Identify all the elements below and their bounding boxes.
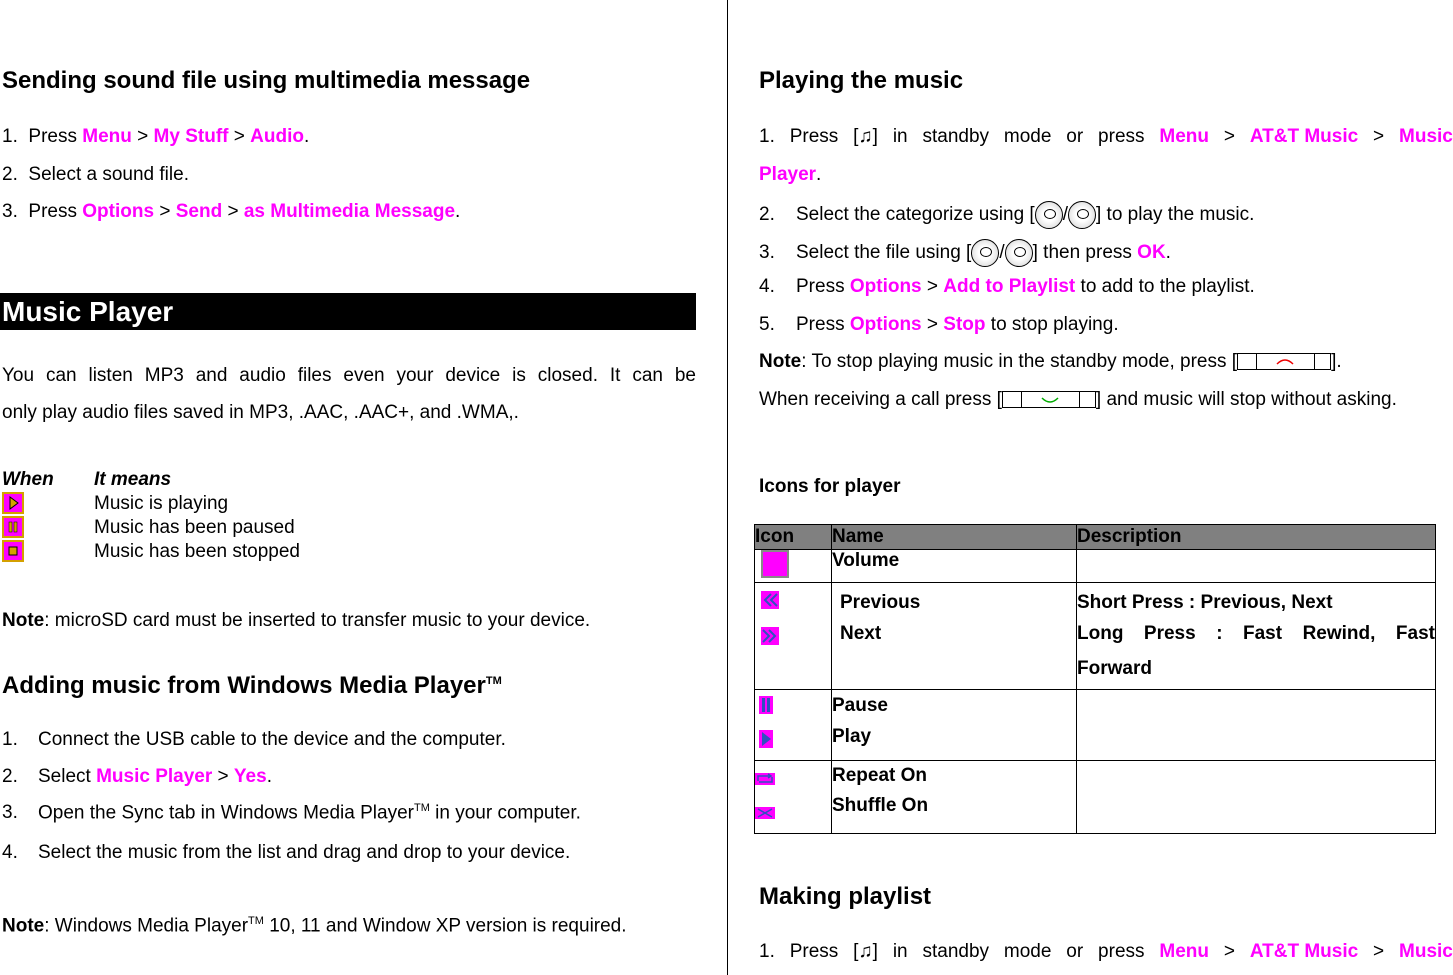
shuffle-icon <box>755 803 831 825</box>
word: in <box>892 126 908 147</box>
repeat-shuffle-name-cell <box>832 761 1077 834</box>
step-text: Press <box>796 314 850 335</box>
trademark: TM <box>485 675 502 687</box>
adding-step-3 <box>2 802 581 824</box>
word: Press <box>789 941 839 962</box>
separator: > <box>921 314 944 335</box>
note-microsd <box>2 610 590 632</box>
period: . <box>303 126 310 147</box>
word: in <box>892 941 908 962</box>
music-stopped-icon <box>2 540 24 567</box>
volume-icon-cell <box>755 550 832 583</box>
step-text: Press <box>796 276 850 297</box>
period: . <box>816 164 822 185</box>
note-text-end: 10, 11 and Window XP version is required. <box>263 915 627 937</box>
col-when: When <box>2 469 54 490</box>
table-row <box>755 583 1436 690</box>
pause-name: Pause <box>832 695 888 716</box>
call-text-end: ] and music will stop without asking. <box>1095 389 1397 410</box>
play-name: Play <box>832 726 872 747</box>
music-playing-icon <box>2 492 24 519</box>
sending-step-2 <box>2 164 189 186</box>
step-number: 2. <box>759 204 775 226</box>
separator: > <box>154 201 176 222</box>
status-stopped-text: Music has been stopped <box>94 541 300 562</box>
step-text: Select a sound file. <box>28 164 189 185</box>
music-paused-icon <box>2 516 24 543</box>
nav-down-key-icon <box>1005 239 1033 267</box>
header-description: Description <box>1077 525 1436 550</box>
repeat-name: Repeat On <box>832 765 928 786</box>
word: Long <box>1077 623 1124 644</box>
note-text: : To stop playing music in the standby mode, press [ <box>801 351 1238 372</box>
menu-link[interactable]: Menu <box>1159 126 1209 147</box>
col-means: It means <box>94 469 172 490</box>
step-number: 2. <box>2 164 18 185</box>
note-label: Note <box>759 351 802 372</box>
sending-title: Sending sound file using multimedia message <box>2 67 531 94</box>
table-row <box>755 690 1436 761</box>
column-divider <box>727 0 728 975</box>
nav-down-key-icon <box>1068 201 1096 229</box>
trademark: TM <box>248 915 264 927</box>
att-music-link[interactable]: AT&T Music <box>1249 126 1359 147</box>
word: or <box>1066 941 1084 962</box>
note-text-end: ]. <box>1331 351 1342 372</box>
left-column <box>0 0 697 975</box>
playing-step-2 <box>759 201 1254 229</box>
intro-line-2: only play audio files saved in MP3, .AAC, .AAC+, and .WMA,. <box>2 402 519 423</box>
step-number: 1. <box>2 126 18 147</box>
note-text: : Windows Media Player <box>44 915 249 937</box>
separator: > <box>1373 126 1385 147</box>
my-stuff-link[interactable]: My Stuff <box>153 126 229 147</box>
separator: > <box>212 766 234 787</box>
note-label: Note <box>2 610 45 631</box>
repeat-shuffle-desc <box>1077 761 1436 834</box>
table-row <box>755 761 1436 834</box>
header-name: Name <box>832 525 1077 550</box>
step-text: Select the music from the list and drag and drop to your device. <box>38 842 571 863</box>
making-step-1 <box>759 941 1453 963</box>
sending-step-1 <box>2 126 309 148</box>
nav-up-key-icon <box>971 239 999 267</box>
adding-step-2 <box>2 766 272 788</box>
repeat-icon <box>755 769 831 791</box>
options-link[interactable]: Options <box>849 276 922 297</box>
music-player-link[interactable]: Music Player <box>96 766 213 787</box>
pause-play-desc <box>1077 690 1436 761</box>
music-key-icon: [♫] <box>853 126 878 147</box>
step-number: 2. <box>2 766 18 787</box>
separator: > <box>1223 941 1235 962</box>
menu-link[interactable]: Menu <box>82 126 132 147</box>
table-row <box>755 550 1436 583</box>
repeat-shuffle-icon-cell <box>755 761 832 834</box>
word: press <box>1098 126 1145 147</box>
step-text-end: ] to play the music. <box>1095 204 1255 226</box>
word: Fast <box>1395 623 1435 644</box>
status-playing-text: Music is playing <box>94 493 229 514</box>
word: Rewind, <box>1302 623 1376 644</box>
volume-name: Volume <box>832 550 1077 583</box>
step-text: Open the Sync tab in Windows Media Player <box>38 802 414 824</box>
music-link[interactable]: Music <box>1399 941 1453 962</box>
word: or <box>1066 126 1084 147</box>
short-press-desc: Short Press : Previous, Next <box>1077 592 1333 613</box>
word: press <box>1098 941 1145 962</box>
pause-play-name-cell <box>832 690 1077 761</box>
slash: / <box>999 242 1005 264</box>
step-text: Press <box>28 201 83 222</box>
previous-name: Previous <box>840 592 921 613</box>
music-link[interactable]: Music <box>1399 126 1453 147</box>
step-number: 5. <box>759 314 775 335</box>
audio-link[interactable]: Audio <box>250 126 304 147</box>
yes-link[interactable]: Yes <box>233 766 267 787</box>
word: Press <box>1143 623 1196 644</box>
playing-step-5 <box>759 314 1119 336</box>
next-icon <box>761 627 825 651</box>
step-text-end: to stop playing. <box>985 314 1119 335</box>
pause-play-icon-cell <box>755 690 832 761</box>
music-key-icon: [♫] <box>853 941 878 962</box>
prev-next-icon-cell <box>755 583 832 690</box>
stop-link[interactable]: Stop <box>943 314 986 335</box>
send-link[interactable]: Send <box>175 201 223 222</box>
play-icon <box>759 730 827 754</box>
separator: > <box>1373 941 1385 962</box>
word: standby <box>922 126 990 147</box>
step-text-mid: ] then press <box>1032 242 1138 264</box>
multimedia-message-link[interactable]: as Multimedia Message <box>243 201 456 222</box>
adding-step-4 <box>2 842 570 864</box>
sending-step-3 <box>2 201 460 223</box>
header-icon: Icon <box>755 525 832 550</box>
adding-title-text: Adding music from Windows Media Player <box>2 672 486 699</box>
period: . <box>1165 242 1171 264</box>
playing-step-1-line2 <box>759 164 821 186</box>
playing-step-1-line1 <box>759 126 1453 148</box>
intro-line-1: You can listen MP3 and audio files even your device is closed. It can be <box>2 365 696 386</box>
nav-up-key-icon <box>1035 201 1063 229</box>
icons-title: Icons for player <box>759 476 901 497</box>
status-paused-text: Music has been paused <box>94 517 295 538</box>
step-text: Select the categorize using [ <box>796 204 1035 226</box>
forward-desc: Forward <box>1077 658 1152 679</box>
separator: > <box>222 201 244 222</box>
step-text: Select the file using [ <box>796 242 972 264</box>
note-text: : microSD card must be inserted to transfer music to your device. <box>44 610 591 631</box>
note-label: Note <box>2 915 45 937</box>
add-to-playlist-link[interactable]: Add to Playlist <box>943 276 1076 297</box>
section-bar-music-player: Music Player <box>0 293 696 330</box>
volume-desc <box>1077 550 1436 583</box>
next-name: Next <box>840 623 882 644</box>
separator: > <box>1223 126 1235 147</box>
att-music-link[interactable]: AT&T Music <box>1249 941 1359 962</box>
word: : <box>1216 623 1223 644</box>
step-number: 1. <box>2 729 18 750</box>
playing-step-3 <box>759 239 1171 267</box>
step-number: 3. <box>2 802 18 824</box>
call-text: When receiving a call press [ <box>759 389 1002 410</box>
separator: > <box>228 126 251 147</box>
word: mode <box>1003 126 1052 147</box>
end-call-key-icon <box>1237 353 1331 370</box>
options-link[interactable]: Options <box>849 314 922 335</box>
separator: > <box>131 126 154 147</box>
playing-title: Playing the music <box>759 67 964 94</box>
ok-link[interactable]: OK <box>1137 242 1166 264</box>
period: . <box>266 766 272 787</box>
table-header-row <box>755 525 1436 550</box>
player-icons-table <box>754 524 1436 834</box>
step-text: Connect the USB cable to the device and the computer. <box>38 729 506 750</box>
playing-step-4 <box>759 276 1255 298</box>
adding-step-1 <box>2 729 506 751</box>
word: mode <box>1003 941 1052 962</box>
volume-icon <box>761 550 789 578</box>
player-link[interactable]: Player <box>759 164 817 185</box>
previous-icon <box>761 591 825 615</box>
note-stop-playing <box>759 351 1342 373</box>
call-note <box>759 389 1397 411</box>
note-windows-media <box>2 915 627 937</box>
word: standby <box>922 941 990 962</box>
making-title: Making playlist <box>759 883 932 910</box>
step-text-end: to add to the playlist. <box>1075 276 1255 297</box>
call-key-icon <box>1002 391 1096 408</box>
step-text: Press <box>28 126 83 147</box>
options-link[interactable]: Options <box>82 201 155 222</box>
word: Press <box>789 126 839 147</box>
step-number: 3. <box>2 201 18 222</box>
menu-link[interactable]: Menu <box>1159 941 1209 962</box>
step-number: 1. <box>759 126 775 147</box>
long-press-desc <box>1077 618 1435 649</box>
step-text: Select <box>38 766 97 787</box>
step-number: 3. <box>759 242 775 264</box>
period: . <box>455 201 461 222</box>
pause-icon <box>759 696 827 720</box>
step-number: 4. <box>759 276 775 297</box>
prev-next-desc-cell <box>1077 583 1436 690</box>
step-text-end: in your computer. <box>429 802 581 824</box>
step-number: 4. <box>2 842 18 863</box>
trademark: TM <box>413 802 430 814</box>
prev-next-name-cell <box>832 583 1077 690</box>
adding-title <box>2 672 502 700</box>
word: Fast <box>1243 623 1283 644</box>
slash: / <box>1062 204 1068 226</box>
shuffle-name: Shuffle On <box>832 795 929 816</box>
step-number: 1. <box>759 941 775 962</box>
separator: > <box>921 276 944 297</box>
